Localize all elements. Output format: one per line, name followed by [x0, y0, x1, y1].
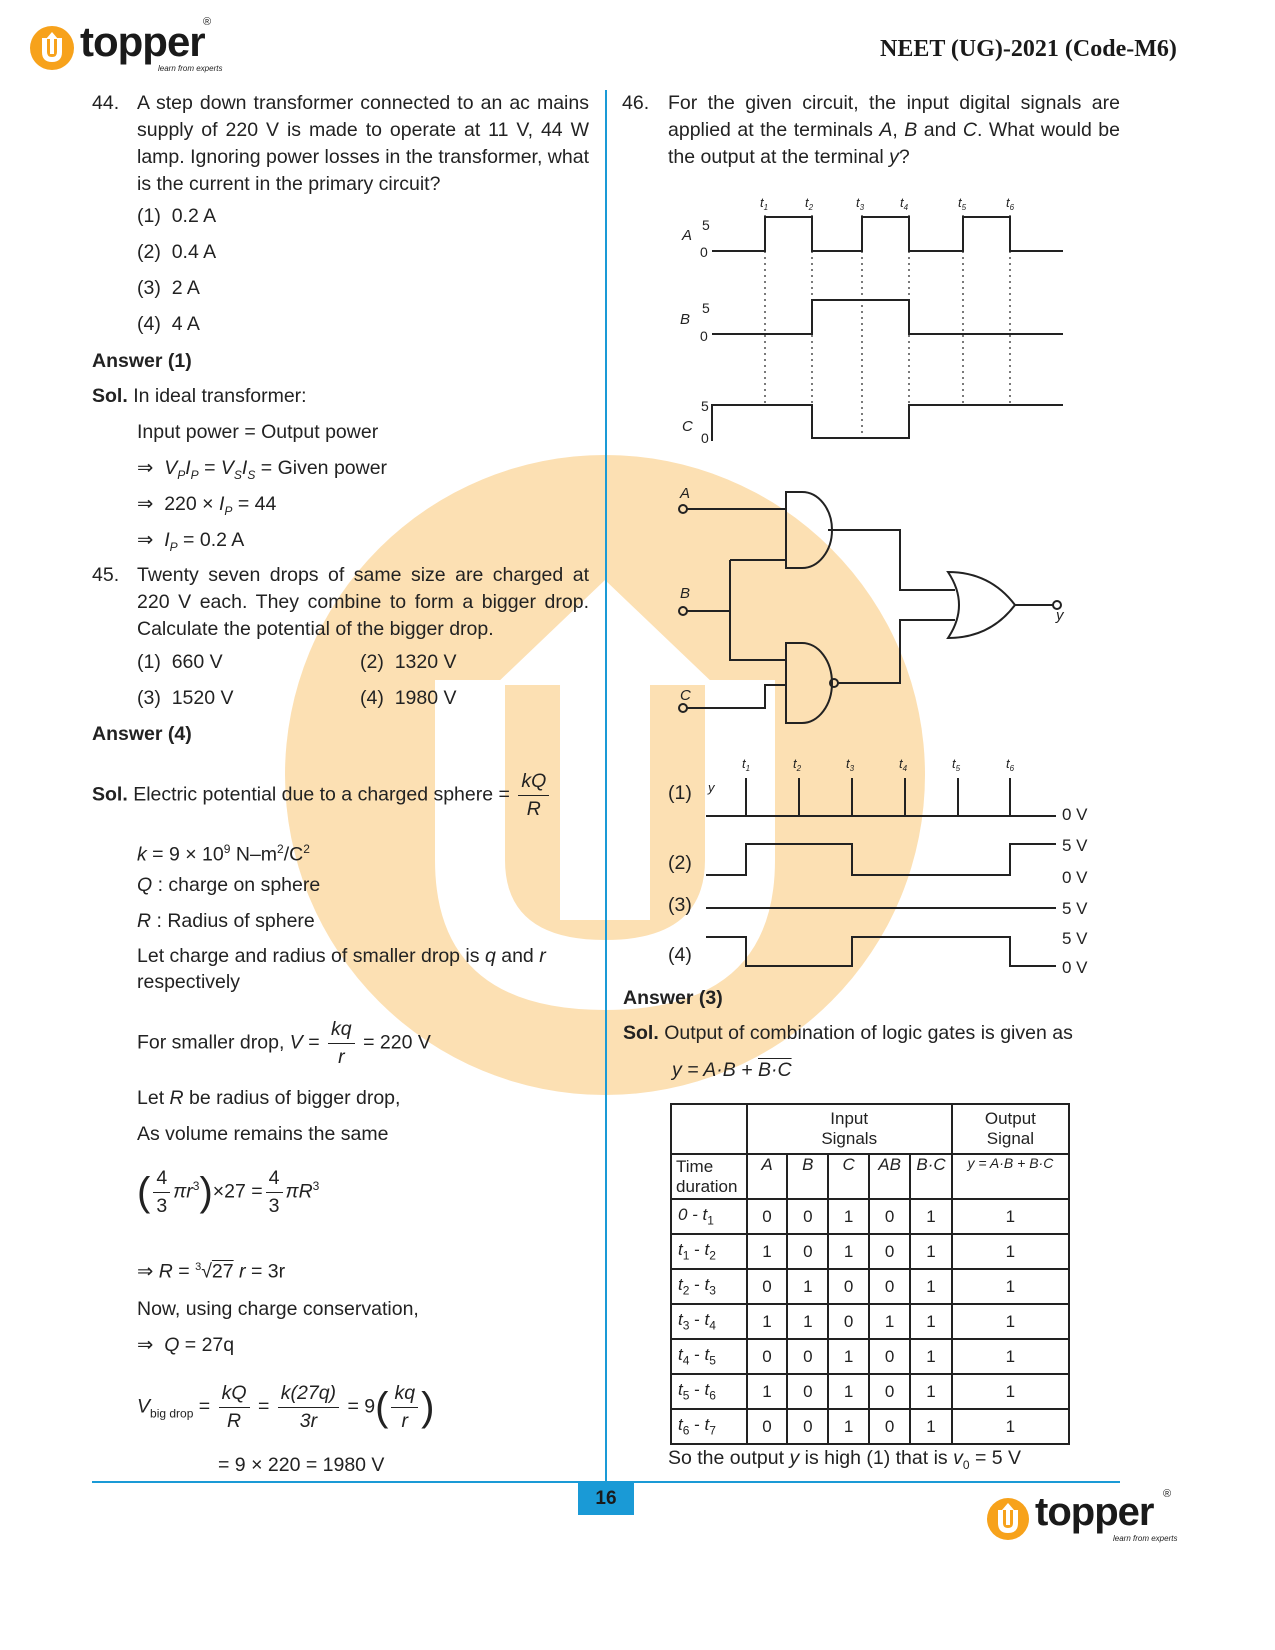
header-output: Output Signal: [952, 1104, 1069, 1154]
col-ab: AB: [869, 1154, 910, 1199]
step-text: = Given power: [260, 457, 388, 479]
time-cell: $t_3 - t_4$: [671, 1304, 747, 1339]
value-cell: 1: [952, 1409, 1069, 1444]
value-cell: 0: [869, 1374, 910, 1409]
wave-A-label: A: [682, 227, 693, 244]
option-text: 0.4 A: [171, 241, 217, 263]
svg-text:A: A: [680, 485, 691, 502]
value-cell: 1: [910, 1409, 952, 1444]
q46-answer: Answer (3): [623, 987, 723, 1009]
q44-text: A step down transformer connected to an ac mains supply of 220 V is made to operate at 11 V, 44 W lamp. Ignoring power losses in the transformer, what is the current in the primary circuit?: [137, 92, 589, 195]
sol-text: Electric potential due to a charged sphere: [133, 783, 494, 806]
value-cell: 1: [910, 1339, 952, 1374]
step-text: = 44: [237, 493, 277, 515]
q44-number: 44.: [92, 92, 120, 114]
value-cell: 1: [910, 1199, 952, 1234]
time-cell: $t_1 - t_2$: [671, 1234, 747, 1269]
t2-label: $t_2$: [805, 195, 814, 212]
and-gate: [786, 492, 832, 568]
column-divider: [605, 90, 607, 1515]
sol-label: Sol.: [623, 1022, 659, 1044]
vol-mult: ×27 =: [212, 1180, 263, 1203]
col-time: Time duration: [671, 1154, 747, 1199]
value-cell: 0: [787, 1339, 828, 1374]
svg-text:t6: $t_6$: [1006, 756, 1015, 773]
q44-option-2: [137, 241, 216, 264]
q44-option-3: [137, 277, 200, 300]
value-cell: 1: [952, 1374, 1069, 1409]
k-unit: N–m: [230, 843, 278, 866]
option-num: (4): [360, 687, 384, 709]
value-cell: 1: [787, 1304, 828, 1339]
value-cell: 0: [787, 1409, 828, 1444]
option-num: (2): [360, 651, 384, 673]
q46-text: For the given circuit, the input digital signals are applied at the terminals A, B and C. What would be the output at the terminal y?: [668, 92, 1120, 168]
value-cell: 0: [869, 1234, 910, 1269]
q44-option-4: [137, 313, 200, 336]
q46-solution: [623, 1020, 1073, 1047]
q44-answer: Answer (1): [92, 350, 192, 372]
value-cell: 0: [869, 1339, 910, 1374]
value-cell: 1: [952, 1339, 1069, 1374]
cube-root-arg: 27: [211, 1260, 234, 1283]
q-eq: = 27q: [184, 1334, 235, 1356]
value-cell: 1: [910, 1269, 952, 1304]
q46-option-3-num: (3): [668, 894, 692, 916]
value-cell: 0: [828, 1269, 869, 1304]
table-row: [671, 1409, 1069, 1444]
vbig-coef: 9: [364, 1395, 376, 1418]
option-num: (2): [137, 241, 161, 263]
fraction-kq-r: $\frac{kq}{r}$: [328, 1016, 355, 1071]
conclusion-mid: is high (1) that is: [804, 1447, 948, 1469]
brand-registered: ®: [203, 16, 212, 28]
value-cell: 0: [747, 1269, 788, 1304]
value-cell: 1: [828, 1339, 869, 1374]
or-gate: [948, 572, 1015, 638]
q45-vbig-eq: $V_{big drop}$ = $\frac{kQ}{R}$ = $\frac{k(27q)}{3r}$ = 9( $\frac{kq}{r}$ ): [137, 1380, 434, 1435]
fraction-k27q-3r: $\frac{k(27q)}{3r}$: [278, 1380, 339, 1435]
col-bc-bar: B·C: [910, 1154, 952, 1199]
value-cell: 1: [952, 1199, 1069, 1234]
option-text: 2 A: [171, 277, 200, 299]
step-text: = 0.2 A: [183, 529, 245, 551]
table-row: [671, 1304, 1069, 1339]
footer-logo-icon: [985, 1496, 1031, 1542]
q45-option-4: [360, 687, 457, 710]
k-text: = 9 × 10: [152, 843, 224, 866]
let-text: Let charge and radius of smaller drop is: [137, 945, 480, 967]
svg-text:C: C: [680, 687, 691, 704]
q44-solution-line1: [92, 383, 307, 410]
q45-charge-cons: Now, using charge conservation,: [137, 1298, 419, 1320]
value-cell: 1: [787, 1269, 828, 1304]
time-cell: $t_5 - t_6$: [671, 1374, 747, 1409]
value-cell: 1: [828, 1374, 869, 1409]
let-R-post: be radius of bigger drop,: [189, 1087, 401, 1109]
svg-text:0: 0: [701, 430, 709, 446]
option-num: (3): [137, 687, 161, 709]
q45-option-1: [137, 651, 223, 674]
t1-label: $t_1$: [760, 195, 769, 212]
q44-step3: ⇒ $I_P = 0.2$ A: [137, 529, 245, 554]
t6-label: $t_6$: [1006, 195, 1015, 212]
value-cell: 0: [828, 1304, 869, 1339]
col-b: B: [787, 1154, 828, 1199]
brand-logo: [28, 18, 228, 80]
svg-text:0: 0: [700, 244, 708, 260]
q45-q-desc: Q : charge on sphere: [137, 874, 321, 896]
value-cell: 1: [952, 1304, 1069, 1339]
value-cell: 1: [828, 1234, 869, 1269]
r-3r: = 3r: [250, 1260, 286, 1283]
wave-C: [712, 405, 1063, 441]
table-row: [671, 1199, 1069, 1234]
volt-label-2: 5 V: [1062, 836, 1088, 855]
value-cell: 1: [747, 1234, 788, 1269]
wave-A: [712, 217, 1063, 251]
value-cell: 0: [869, 1269, 910, 1304]
q45-solution-intro: Sol. Electric potential due to a charged sphere = $\frac{kQ}{R}$: [92, 768, 552, 823]
conclusion-post: = 5 V: [974, 1447, 1022, 1469]
q46-option-4-num: (4): [668, 944, 692, 966]
value-cell: 0: [869, 1199, 910, 1234]
value-cell: 0: [869, 1409, 910, 1444]
table-row: [671, 1374, 1069, 1409]
q45-R-eq: ⇒ R = $^3$√27 r = 3r: [137, 1260, 286, 1283]
q45-let-charge: Let charge and radius of smaller drop is q and r: [137, 945, 546, 967]
value-cell: 0: [787, 1199, 828, 1234]
volt-label-6: 0 V: [1062, 958, 1088, 977]
sol-label: Sol.: [92, 385, 128, 407]
step-text: 220 ×: [164, 493, 214, 515]
header-input: Input Signals: [747, 1104, 952, 1154]
q45-let-R: Let R be radius of bigger drop,: [137, 1087, 401, 1109]
time-cell: $t_4 - t_5$: [671, 1339, 747, 1374]
value-cell: 1: [747, 1304, 788, 1339]
svg-text:B: B: [680, 585, 691, 602]
let-R-pre: Let: [137, 1087, 165, 1109]
volt-label-4: 5 V: [1062, 899, 1088, 918]
value-cell: 0: [747, 1199, 788, 1234]
terminal-A: [679, 505, 687, 513]
t4-label: $t_4$: [900, 195, 909, 212]
t3-label: $t_3$: [856, 195, 865, 212]
option-text: 660 V: [171, 651, 223, 673]
volt-label-3: 0 V: [1062, 868, 1088, 887]
time-cell: $0 - t_1$: [671, 1199, 747, 1234]
value-cell: 0: [747, 1339, 788, 1374]
q44-option-1: [137, 205, 216, 228]
footer-brand-logo: [985, 1490, 1185, 1550]
table-row: [671, 1339, 1069, 1374]
wave-C-label: C: [682, 418, 693, 435]
option-text: 0.2 A: [171, 205, 217, 227]
q45-volume: As volume remains the same: [137, 1123, 389, 1145]
footer-registered: ®: [1163, 1488, 1172, 1500]
svg-text:y: y: [1056, 607, 1064, 624]
brand-tagline: learn from experts: [158, 64, 223, 73]
svg-text:5: 5: [702, 300, 710, 316]
col-a: A: [747, 1154, 788, 1199]
fraction-4-3: $\frac{4}{3}$: [153, 1165, 170, 1220]
table-row: [671, 1234, 1069, 1269]
brand-name: topper: [80, 18, 205, 65]
option-text: 1520 V: [171, 687, 234, 709]
time-cell: $t_6 - t_7$: [671, 1409, 747, 1444]
q45-text: Twenty seven drops of same size are charged at 220 V each. They combine to form a bigger drop. Calculate the potential of the bigger drop.: [137, 564, 589, 640]
terminal-B: [679, 607, 687, 615]
value-cell: 1: [952, 1234, 1069, 1269]
value-cell: 1: [910, 1234, 952, 1269]
q45-answer: Answer (4): [92, 723, 192, 745]
sol-text: Output of combination of logic gates is given as: [664, 1022, 1073, 1044]
value-cell: 1: [828, 1199, 869, 1234]
value-cell: 1: [910, 1304, 952, 1339]
volt-label-5: 5 V: [1062, 929, 1088, 948]
q45-option-2: [360, 651, 457, 674]
option-num: (1): [137, 651, 161, 673]
q45-final: = 9 × 220 = 1980 V: [218, 1454, 385, 1476]
smaller-result: = 220 V: [363, 1031, 431, 1054]
q45-Q-eq: ⇒ Q = 27q: [137, 1334, 235, 1356]
svg-text:y: y: [708, 780, 715, 795]
option-text: 1320 V: [394, 651, 457, 673]
option4-wave: [706, 937, 1056, 966]
option-waveforms: [700, 748, 1060, 978]
table-row: [671, 1269, 1069, 1304]
wave-B-label: B: [680, 311, 691, 328]
option-num: (4): [137, 313, 161, 335]
option-text: 4 A: [171, 313, 200, 335]
conclusion-pre: So the output: [668, 1447, 785, 1469]
fraction-kQ-R: $\frac{kQ}{R}$: [518, 768, 549, 823]
value-cell: 1: [828, 1409, 869, 1444]
r-desc-text: : Radius of sphere: [151, 910, 315, 932]
header-blank: [671, 1104, 747, 1154]
q45-r-desc: R : Radius of sphere: [137, 910, 315, 932]
value-cell: 1: [910, 1374, 952, 1409]
q46-equation: y = A·B + B·C: [672, 1059, 792, 1081]
q45-option-3: [137, 687, 234, 710]
q46-conclusion: So the output y is high (1) that is $v_0 = 5$ V: [668, 1447, 1022, 1472]
value-cell: 0: [747, 1409, 788, 1444]
t5-label: $t_5$: [958, 195, 967, 212]
svg-text:5: 5: [701, 398, 709, 414]
value-cell: 0: [787, 1374, 828, 1409]
value-cell: 1: [869, 1304, 910, 1339]
truth-table: [670, 1103, 1070, 1445]
option-num: (3): [137, 277, 161, 299]
fraction-4-3b: $\frac{4}{3}$: [266, 1165, 283, 1220]
vbig-sub: big drop: [150, 1406, 194, 1421]
sol-label: Sol.: [92, 783, 128, 806]
q46-number: 46.: [622, 92, 650, 114]
option2-wave: [706, 844, 1056, 875]
volt-label-1: 0 V: [1062, 805, 1088, 824]
fraction-kq-r-2: $\frac{kq}{r}$: [391, 1380, 418, 1435]
smaller-drop-text: For smaller drop,: [137, 1031, 285, 1054]
svg-text:t2: $t_2$: [793, 756, 802, 773]
q45-volume-eq: ( $\frac{4}{3}$ $\pi r^3)\times 27$ = $\frac{4}{3}$ $\pi R^3$: [137, 1165, 319, 1220]
option-text: 1980 V: [394, 687, 457, 709]
q45-k-value: $k = 9 \times 10^9$ $N-m^2/C^2$: [137, 842, 310, 866]
exam-title: NEET (UG)-2021 (Code-M6): [880, 36, 1177, 62]
q46-option-2-num: (2): [668, 852, 692, 874]
terminal-C: [679, 704, 687, 712]
col-y: y = A·B + B·C: [952, 1154, 1069, 1199]
time-cell: $t_2 - t_3$: [671, 1269, 747, 1304]
q45-respectively: respectively: [137, 971, 240, 993]
input-waveforms: [660, 185, 1080, 455]
svg-text:t1: $t_1$: [742, 756, 751, 773]
col-c: C: [828, 1154, 869, 1199]
q44-solution-line2: Input power = Output power: [137, 421, 379, 443]
logic-circuit: [670, 480, 1090, 730]
q45-number: 45.: [92, 564, 120, 586]
svg-text:t5: $t_5$: [952, 756, 961, 773]
and-text: and: [501, 945, 534, 967]
q-desc-text: : charge on sphere: [152, 874, 321, 896]
q46-option-1-num: (1): [668, 782, 692, 804]
q44-step2: ⇒ $220 \times I_P = 44$: [137, 493, 277, 518]
sol-text: In ideal transformer:: [133, 385, 307, 407]
q44-step1: ⇒ $V_PI_P = V_SI_S$ = Given power: [137, 457, 388, 482]
value-cell: 0: [787, 1234, 828, 1269]
brand-logo-icon: [28, 24, 76, 72]
page-number: 16: [578, 1483, 634, 1515]
nand-gate: [786, 643, 832, 723]
footer-brand-name: topper: [1035, 1490, 1154, 1534]
svg-text:5: 5: [702, 217, 710, 233]
footer-tagline: learn from experts: [1113, 1534, 1178, 1543]
value-cell: 1: [952, 1269, 1069, 1304]
svg-text:t4: $t_4$: [899, 756, 908, 773]
fraction-kQ-R-2: $\frac{kQ}{R}$: [219, 1380, 250, 1435]
value-cell: 1: [747, 1374, 788, 1409]
q45-smaller-drop: For smaller drop, V = $\frac{kq}{r}$ = 220 V: [137, 1016, 431, 1071]
svg-text:t3: $t_3$: [846, 756, 855, 773]
svg-text:0: 0: [700, 328, 708, 344]
option-num: (1): [137, 205, 161, 227]
